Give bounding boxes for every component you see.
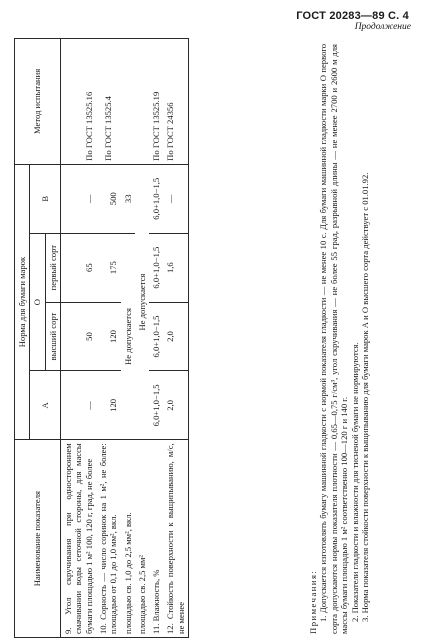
cell-v: — <box>60 164 95 233</box>
cell-v: 33 <box>121 164 135 233</box>
cell-o-top: 120 <box>96 302 121 371</box>
cell-o-top: 2,0 <box>163 302 188 371</box>
row-name: 12. Стойкость поверхности к выщипыванию, м/с, не менее <box>163 440 188 638</box>
header-grade-o-top: высший сорт <box>45 302 60 371</box>
cell-method: По ГОСТ 13525.19 <box>149 39 163 165</box>
cell-a: 120 <box>96 371 121 440</box>
cell-v: 6,0+1,0−1,5 <box>149 164 163 233</box>
cell-method: По ГОСТ 24356 <box>163 39 188 165</box>
specification-table <box>14 38 189 638</box>
cell-v: — <box>163 164 188 233</box>
table-row <box>163 39 188 638</box>
cell-method: По ГОСТ 13525.16 <box>60 39 95 165</box>
note-item: 1. Допускается изготовлять бумагу машинной гладкости с нормой показателя гладкости — не менее 10 с. Для бумаги машинной гладкости марки О первого сорта допускаются нормы показателя плотности — 0,65—0,75 г/см³, угол скручивания — не более 55 град, разрывной длины — не менее 2700 и 2600 м для массы бумаги площадью 1 м² соответственно 100—120 г и 140 г. <box>318 44 350 634</box>
cell-o-top: 50 <box>60 302 95 371</box>
header-grade-o-first: первый сорт <box>45 233 60 302</box>
row-name: 9. Угол скручивания при одностороннем смачивании воды сеточной стороны, для массы бумаги площадью 1 м² 100, 120 г, град, не более <box>60 440 95 638</box>
header-grade-o: О <box>30 233 45 371</box>
header-norm: Норма для бумаги марок <box>15 164 30 440</box>
notes-title: Примечания: <box>308 569 318 634</box>
cell-a: — <box>60 371 95 440</box>
document-header: ГОСТ 20283—89 С. 4 <box>296 10 409 22</box>
cell-o-first: 1,6 <box>163 233 188 302</box>
note-item: 3. Норма показателя стойкости поверхности к выщипыванию для бумаги марок А и О высшего сорта действует с 01.01.92. <box>360 172 371 622</box>
cell-o-top: 6,0+1,0−1,5 <box>149 302 163 371</box>
cell-method <box>121 39 135 165</box>
row-name: площадью св. 1,0 до 2,5 мм², вкл. <box>121 440 135 638</box>
cell-merged: Не допускается <box>135 164 149 440</box>
cell-o-first: 6,0+1,0−1,5 <box>149 233 163 302</box>
row-name: 10. Сорность — число соринок на 1 м², не более: площадью от 0,1 до 1,0 мм², вкл. <box>96 440 121 638</box>
row-name: 11. Влажность, % <box>149 440 163 638</box>
cell-v: 500 <box>96 164 121 233</box>
table-row <box>96 39 121 638</box>
table-row <box>135 39 149 638</box>
header-method: Метод испытания <box>15 39 61 165</box>
cell-merged: Не допускается <box>121 233 135 440</box>
cell-a: 6,0+1,0−1,5 <box>149 371 163 440</box>
cell-o-first: 175 <box>96 233 121 302</box>
cell-o-first: 65 <box>60 233 95 302</box>
table-row <box>121 39 135 638</box>
table-row <box>149 39 163 638</box>
header-grade-a: А <box>30 371 61 440</box>
table-row <box>60 39 95 638</box>
header-name: Наименование показателя <box>15 440 61 638</box>
cell-method <box>135 39 149 165</box>
note-item: 2. Показатели гладкости и влажности для тисненой бумаги не нормируются. <box>349 342 360 622</box>
row-name: площадью св. 2,5 мм² <box>135 440 149 638</box>
cell-method: По ГОСТ 13525.4 <box>96 39 121 165</box>
header-grade-v: В <box>30 164 61 233</box>
continued-label: Продолжение <box>354 22 411 32</box>
rotated-page-body <box>6 32 411 642</box>
cell-a: 2,0 <box>163 371 188 440</box>
notes-section <box>308 44 371 634</box>
